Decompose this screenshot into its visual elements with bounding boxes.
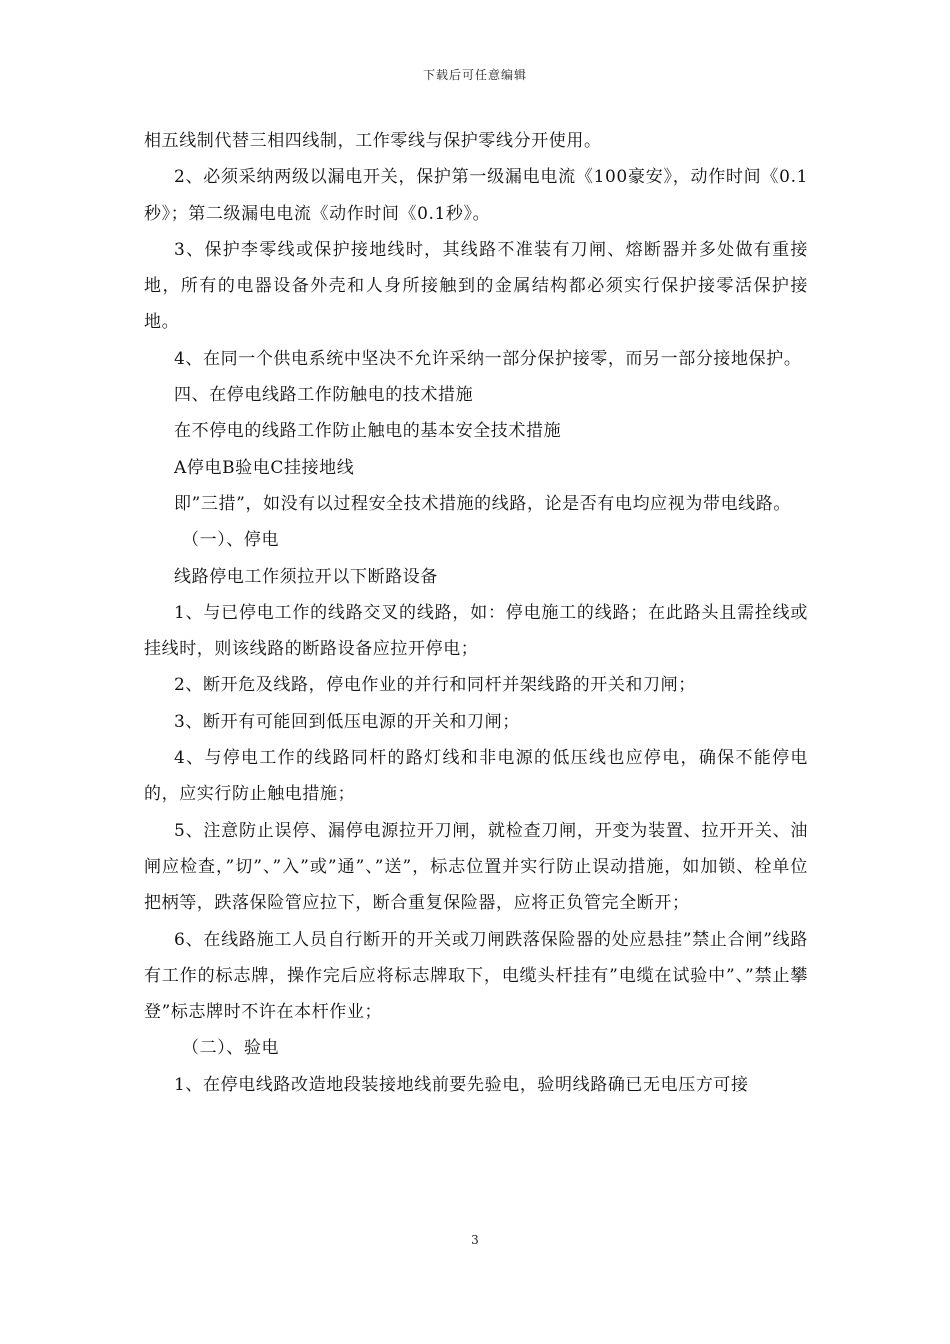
paragraph: 线路停电工作须拉开以下断路设备 (174, 566, 438, 587)
paragraph: 3、保护李零线或保护接地线时，其线路不准装有刀闸、熔断器并多处做有重接地，所有的电器设备外壳和人身所接触到的金属结构都必须实行保护接零活保护接地。 (144, 239, 808, 333)
paragraph: 6、在线路施工人员自行断开的开关或刀闸跌落保险器的处应悬挂”禁止合闸”线路有工作的标志牌，操作完后应将标志牌取下，电缆头杆挂有”电缆在试验中”、”禁止攀登”标志牌时不许在本杆作业； (144, 929, 808, 1023)
paragraph: 即”三措”，如没有以过程安全技术措施的线路，论是否有电均应视为带电线路。 (174, 493, 791, 514)
page-number: 3 (471, 1233, 479, 1247)
subsection-heading: （二）、验电 (182, 1038, 280, 1059)
subsection-heading: （一）、停电 (182, 530, 280, 551)
paragraph: 4、在同一个供电系统中坚决不允许采纳一部分保护接零，而另一部分接地保护。 (174, 348, 802, 369)
paragraph: 1、在停电线路改造地段装接地线前要先验电，验明线路确已无电压方可接 (174, 1074, 749, 1095)
document-body (144, 123, 808, 1103)
paragraph: 2、必须采纳两级以漏电开关，保护第一级漏电电流《100豪安》，动作时间《0.1秒》；第二级漏电电流《动作时间《0.1秒》。 (144, 167, 808, 224)
paragraph: 1、与已停电工作的线路交叉的线路，如：停电施工的线路；在此路头且需拴线或挂线时，则该线路的断路设备应拉开停电； (144, 602, 808, 660)
paragraph: 2、断开危及线路，停电作业的并行和同杆并架线路的开关和刀闸； (174, 675, 696, 696)
paragraph: A停电B验电C挂接地线 (174, 457, 355, 478)
page-header: 下载后可任意编辑 (422, 68, 527, 82)
paragraph: 在不停电的线路工作防止触电的基本安全技术措施 (174, 421, 562, 442)
paragraph: 相五线制代替三相四线制，工作零线与保护零线分开使用。 (144, 131, 602, 151)
section-heading: 四、在停电线路工作防触电的技术措施 (174, 385, 474, 406)
paragraph: 3、断开有可能回到低压电源的开关和刀闸； (174, 711, 520, 732)
paragraph: 4、与停电工作的线路同杆的路灯线和非电源的低压线也应停电，确保不能停电的，应实行防止触电措施； (144, 748, 808, 805)
paragraph: 5、注意防止误停、漏停电源拉开刀闸，就检查刀闸，开变为装置、拉开开关、油闸应检查，”切”、”入”或”通”、”送”，标志位置并实行防止误动措施，如加锁、栓单位把柄等，跌落保险管应拉下，断合重复保险器，应将正负管完全断开； (144, 820, 808, 914)
